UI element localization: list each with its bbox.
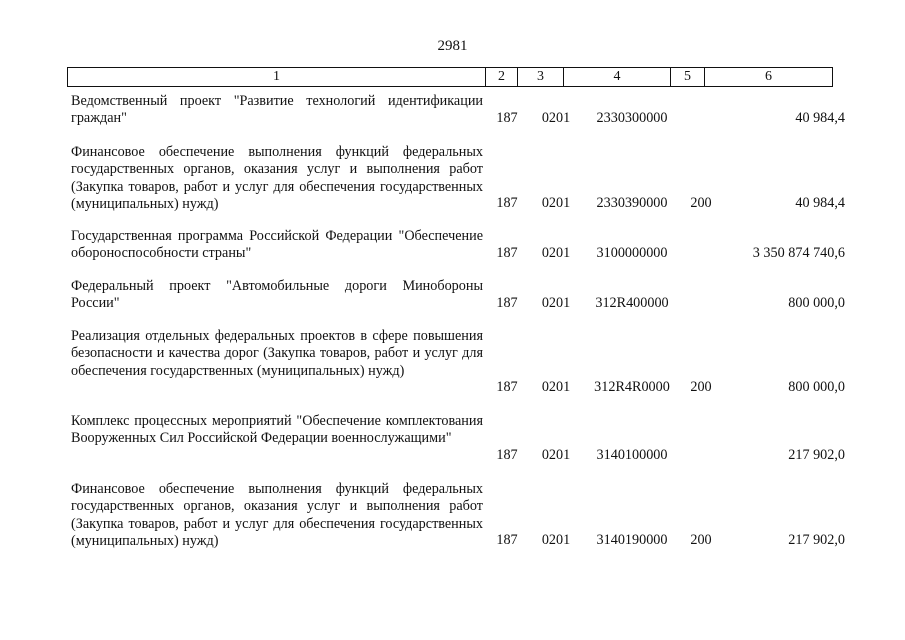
row-section: 0201 [541,379,571,395]
row-target-code: 312R4R0000 [594,379,670,395]
page-number: 2981 [437,38,468,54]
row-expense-type: 200 [690,195,712,211]
row-description: Комплекс процессных мероприятий "Обеспечение комплектования Вооруженных Сил Российской Федерации военнослужащими" [71,413,483,447]
row-section: 0201 [541,195,571,211]
row-amount: 40 984,4 [795,195,845,211]
row-expense-type: 200 [690,532,712,548]
row-section: 0201 [541,532,571,548]
row-target-code: 3140100000 [596,447,668,463]
header-col-6: 6 [705,68,833,86]
header-col-1: 1 [68,68,486,86]
row-target-code: 3100000000 [596,245,668,261]
table-header [67,67,833,87]
row-target-code: 2330390000 [596,195,668,211]
row-description: Финансовое обеспечение выполнения функций федеральных государственных органов, оказания услуг и выполнения работ (Закупка товаров, работ и услуг для обеспечения государственных (муниципальных) нужд) [71,144,483,212]
row-ved: 187 [496,195,518,211]
row-section: 0201 [541,295,571,311]
row-amount: 800 000,0 [788,295,845,311]
row-amount: 3 350 874 740,6 [752,245,845,261]
row-section: 0201 [541,110,571,126]
row-amount: 40 984,4 [795,110,845,126]
row-ved: 187 [496,447,518,463]
row-ved: 187 [496,110,518,126]
row-description: Федеральный проект "Автомобильные дороги Минобороны России" [71,278,483,312]
row-expense-type: 200 [690,379,712,395]
header-col-5: 5 [671,68,705,86]
row-target-code: 312R400000 [595,295,669,311]
row-description: Государственная программа Российской Федерации "Обеспечение обороноспособности страны" [71,228,483,262]
row-ved: 187 [496,532,518,548]
row-description: Ведомственный проект "Развитие технологий идентификации граждан" [71,93,483,127]
header-col-4: 4 [564,68,671,86]
header-col-2: 2 [486,68,518,86]
row-amount: 800 000,0 [788,379,845,395]
row-target-code: 3140190000 [596,532,668,548]
header-col-3: 3 [518,68,564,86]
row-amount: 217 902,0 [788,447,845,463]
row-section: 0201 [541,245,571,261]
row-amount: 217 902,0 [788,532,845,548]
row-ved: 187 [496,245,518,261]
row-ved: 187 [496,379,518,395]
row-description: Реализация отдельных федеральных проектов в сфере повышения безопасности и качества дорог (Закупка товаров, работ и услуг для обеспечения государственных (муниципальных) нужд) [71,328,483,379]
row-section: 0201 [541,447,571,463]
row-ved: 187 [496,295,518,311]
row-description: Финансовое обеспечение выполнения функций федеральных государственных органов, оказания услуг и выполнения работ (Закупка товаров, работ и услуг для обеспечения государственных (муниципальных) нужд) [71,481,483,549]
row-target-code: 2330300000 [596,110,668,126]
